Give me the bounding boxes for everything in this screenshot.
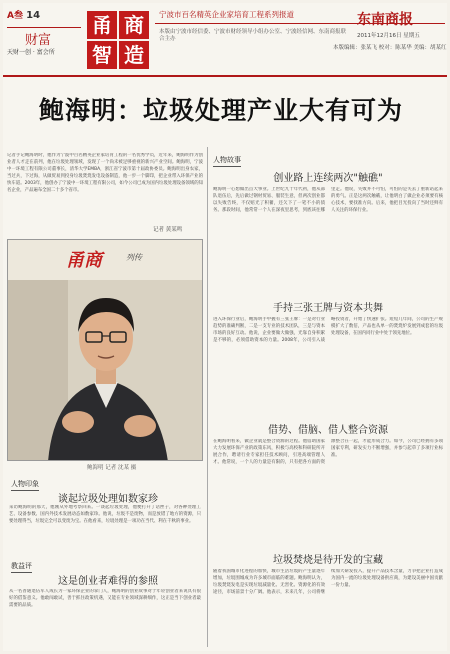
column-divider [207, 147, 208, 647]
page-header [3, 3, 447, 78]
profile-kicker: 人物印象 [11, 479, 39, 491]
story-section-text: 随着我国城市化进程的加快，城市生活垃圾的产生量逐年增加，垃圾围城成为许多城市面临的难题。鲍海明认为，垃圾焚烧发电是实现垃圾减量化、无害化、资源化的有效途径，市场前景十分广阔。他表示，未来几年，公司将继续加大研发投入，提升产品技术含量，力争把企业打造成为国内一流的垃圾处理设备供应商，为建设美丽中国贡献一份力量。 [213, 569, 443, 595]
photo-caption: 鲍海明 记者 沈某 摄 [87, 465, 137, 471]
logo-char: 造 [119, 41, 149, 69]
portrait-photo [7, 239, 203, 461]
column-banner-sub: 列传 [126, 253, 142, 262]
story-kicker: 人物故事 [213, 155, 241, 167]
story-section-title: 借势、借脑、借人整合资源 [268, 425, 388, 436]
story-section-title: 创业路上连续两次"触礁" [273, 173, 383, 184]
section-title: 财富 [25, 33, 52, 48]
story-section-text: 鲍海明一心想做出点大事业。上世纪九十年代初，他从部队退伍后，先后做过钢材贸易、服装生意，但两次创业都以失败告终，不仅赔光了积蓄，还欠下了一笔不小的债务。那段时间，他常常一个人在深夜里思考，到底该往哪里走。他说，失败并不可怕，可怕的是失去了重新站起来的勇气。正是这两次触礁，让他明白了做企业必须要有核心技术，要找准方向。后来，他把目光投向了当时还鲜有人关注的环保行业。 [213, 187, 443, 213]
story-section-title: 手持三张王牌与资本共舞 [273, 303, 383, 314]
issue-date: 2011年12月16日 星期五 [357, 33, 420, 39]
header-bottom-rule [3, 75, 447, 77]
header-rule [7, 27, 81, 28]
series-tagline: 宁波市百名精英企业家培育工程系列报道 [159, 10, 294, 19]
intro-byline: 记者 黄某鸣 [153, 227, 183, 233]
tips-text: 从一名普通退伍军人成长为一家环保企业的掌门人，鲍海明的创业故事对于年轻创业者来说具有很好的借鉴意义。他敢闯敢试，善于抓住政策机遇，又能在专业领域深耕细作，这正是当下创业者最需要的品质。 [9, 589, 201, 608]
header-subtext: 本版由宁波市经信委、宁波市财经领导小组办公室、宁波经信网、东南商报联合主办 [159, 29, 347, 42]
tips-title: 这是创业者难得的参照 [58, 576, 158, 587]
logo-char: 甬 [87, 11, 117, 39]
page-number: A叁 14 [7, 10, 41, 21]
editor-credit: 本版编辑：张某飞 校对：陈某华 美编：胡某红 [333, 45, 447, 51]
paper-name: 东南商报 [357, 12, 413, 28]
column-logo [87, 11, 151, 71]
portrait-illustration [8, 240, 203, 461]
page-headline: 鲍海明：垃圾处理产业大有可为 [39, 96, 404, 125]
profile-text: 采访鲍海明的那天，他刚从外地考察回来。一谈起垃圾处理，他便打开了话匣子，对各种处理工艺、设备参数、国内外技术发展动态如数家珍。他说，垃圾不是废物，而是放错了地方的资源，只要处理得当，垃圾完全可以变废为宝。在他看来，垃圾处理是一项功在当代、利在千秋的事业。 [9, 505, 201, 524]
story-section-text: 进入环保行业后，鲍海明手中握有三张王牌：一是对行业趋势的准确判断，二是一支专业的技术团队，三是与资本市场的良好互动。他说，企业要做大做强，光靠自身积累是不够的，必须借助资本的力量。2008年，公司引入战略投资者，开始了快速扩张。短短几年间，公司的生产规模扩大了数倍，产品也从单一的焚烧炉发展到成套的垃圾处理设备，在国内同行业中处于领先地位。 [213, 317, 443, 343]
story-section-text: 在鲍海明看来，做企业就是整合资源的过程。他借助国家大力发展环保产业的政策东风，积极与高校和科研院所开展合作，聘请行业专家担任技术顾问，引进高端管理人才。他常说，一个人的力量是有限的，只有把各方面的资源整合在一起，才能形成合力。如今，公司已经拥有多项国家专利，研发实力不断增强，并参与起草了多项行业标准。 [213, 439, 443, 465]
header-rule [155, 23, 445, 24]
newspaper-page [3, 3, 447, 651]
profile-title: 谈起垃圾处理如数家珍 [58, 494, 158, 505]
intro-text: 记者手记鲍海明时，他作为宁波中百名精英企业家培育工程的一名优秀学员，近年来，鲍海明作为创业者人才走在前列，他在垃圾处理领域，发现了一个尚未被足够重视的新兴产业空间。鲍海明，宁波中一环境工程有限公司董事长，清华大学EMBA，浙江省宁波市第十届政协委员。鲍海明出身农家，当过兵，下过海，从做贸易到投身垃圾焚烧发电设备制造，他一步一个脚印，把企业带入环保产业的快车道。2003年，他创办了宁波中一环境工程有限公司，如今公司已成为国内垃圾处理设备领域的知名企业，产品遍布全国二十多个省市。 [7, 153, 203, 193]
story-section-title: 垃圾焚烧是待开发的宝藏 [273, 555, 383, 566]
logo-char: 商 [119, 11, 149, 39]
logo-char: 智 [87, 41, 117, 69]
club-label: 天财一创 · 富会所 [7, 49, 55, 56]
tips-kicker: 教益评 [11, 561, 32, 573]
column-banner: 甬商 [66, 250, 102, 271]
